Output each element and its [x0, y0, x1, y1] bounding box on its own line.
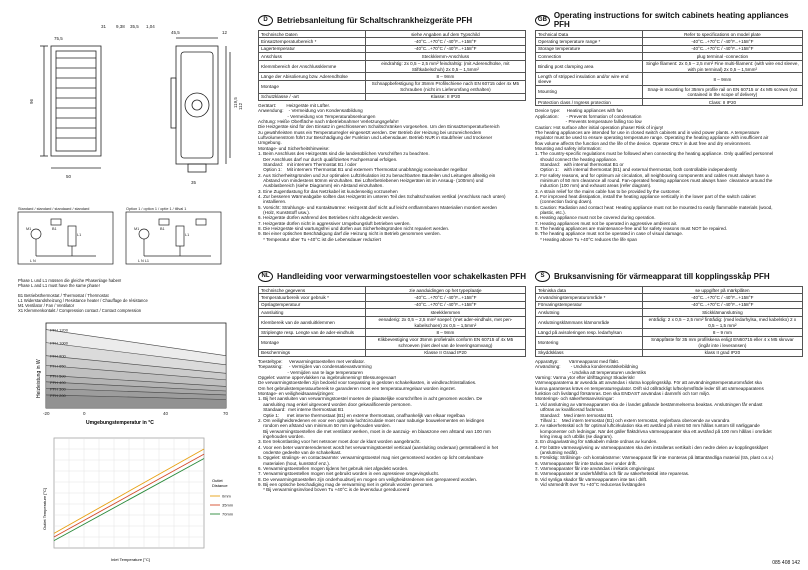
phase-note-en: Phase L and L1 must have the same phase! — [18, 283, 100, 288]
spec-row — [259, 73, 526, 80]
spec-label: Einsatztemperaturbereich * — [259, 38, 366, 45]
spec-value: -40°C...+70°C / -40°F...+158°F — [365, 38, 525, 45]
spec-value: steekklemmen — [365, 309, 525, 316]
spec-row — [259, 329, 526, 336]
svg-text:119,5: 119,5 — [233, 97, 238, 108]
section-title — [535, 11, 803, 29]
footer-code: 085 408 142 — [772, 560, 800, 566]
spec-label: Anschluss — [259, 53, 366, 60]
spec-label: Länge der Abisolierung bzw. Aderendhülse — [259, 73, 366, 80]
spec-label: Connection — [536, 53, 643, 60]
spec-row — [259, 294, 526, 301]
spec-label: Lagertemperatur — [259, 45, 366, 52]
spec-value: -40°C...+70°C / -40°F...+158°F — [642, 301, 802, 308]
spec-label: Längd på avisoleringen resp. ledarhylsan — [536, 329, 643, 336]
spec-row — [536, 38, 803, 45]
spec-label: Montage — [259, 80, 366, 93]
wiring-option-label: Option 1 / option 1 / optie 1 / tillval 1 — [126, 207, 187, 211]
spec-value: Schnappbefestigung für 35mm Profilschiene nach EN 60715 oder 4x M5 Schrauben (nicht im Lieferumfang enthalten) — [365, 80, 525, 93]
chart2-legend-title-2: Distance — [212, 483, 228, 488]
spec-row — [259, 31, 526, 38]
spec-table — [535, 286, 803, 357]
spec-label: Protection class / Ingress protection — [536, 99, 643, 106]
wiring-standard-label: Standard / standard / standaard / standard — [18, 207, 90, 211]
section-de — [258, 14, 526, 242]
spec-value: Stickklämanslutning — [642, 309, 802, 316]
spec-label: Klembereik van de aansluitklemmen — [259, 316, 366, 329]
spec-row — [536, 316, 803, 329]
section-s — [535, 270, 803, 487]
spec-row — [536, 86, 803, 99]
spec-row — [259, 38, 526, 45]
chart1-series-label: PFH 200 — [50, 392, 66, 398]
spec-label: Operating temperature range * — [536, 38, 643, 45]
chart2-legend-label: 70mm — [222, 511, 234, 517]
chart1-x-tick: 70 — [223, 411, 229, 416]
spec-label: Klemmbereich der Anschlussklemme — [259, 60, 366, 73]
svg-text:96: 96 — [29, 98, 34, 104]
spec-table — [535, 30, 803, 106]
svg-text:L N: L N — [30, 259, 36, 263]
legend-item: B1 Betriebsthermostat / Thermostat / Thermostat — [18, 293, 109, 298]
svg-text:B1: B1 — [52, 227, 57, 231]
spec-label: Montering — [536, 336, 643, 349]
spec-value: Klikbevestiging voor 35mm profielrails conform EN 60715 of 4x M5 schroeven (niet deel van de leveringsomvang) — [365, 336, 525, 349]
svg-text:35: 35 — [191, 180, 197, 185]
section-body: Gerätart: Heizgeräte mit Lüfter. Anwendung: - Vermeidung von Kondensatbildung - Vermeidung von Temperaturabsenkungen Achtung: Heiße Oberfläche nach Inbetriebnahme! Verletzungsgefahr! Die Heizgeräte sind für den Einsatz in geschlossenen Schaltschränken vorgesehen. Um den Einsatztemperaturbereich zu gewährleisten muss ein Temperaturregler eingesetzt werden. Der Betrieb der Heizung bei unzureichendem Luftvolumenstrom führt zur Beschädigung der Funktion und Lebensdauer. Betrieb NUR in staubfreier und trockener Umgebung. Montage- und Sicherheitshinweise: 1. Beim Anschluss des Heizgeräts sind die landesüblichen Vorschriften zu beachten. Der Anschluss darf nur durch qualifiziertes Fachpersonal erfolgen. Standard: mit internem Thermostat B1 / oder Option 1: Mit internem Thermostat B1 und externem Thermostat unabhängig voneinander regelbar 2. Aus Sicherheitsgründen und zur optimalen Luftzirkulation ist zu benachbarten Bauteilen und Leitungen allseitig ein Abstand von mindestens 50mm einzuhalten. Bei Lüfterbetriebenen Heizgeräten ist im Ansaug- (100mm) und Ausblasbereich (siehe Diagramm) ein Abstand einzuhalten. 3. Eine Zugentlastung für das Netzkabel ist kundenseitig vorzusehen 4. Zur besseren Wärmeabgabe sollten das Heizgerät im unteren Teil des Schaltschrankes vertikal (Anschluss nach unten) installieren. 5. Vorsicht: Strahlungs- und Kontaktwärme: Heizgerät darf nicht auf leicht entflammbaren Materialien montiert werden (Holz, Kunststoff usw.). 6. Heizgeräte dürfen während des Betriebes nicht abgedeckt werden. 7. Heizgeräte dürfen nicht in aggressiver Umgebungsluft betrieben werden. 8. Die Heizgeräte sind wartungsfrei und dürfen aus Sicherheitsgründen nicht repariert werden. 9. Bei einer optischen Beschädigung darf die Heizung nicht in Betrieb genommen werden. * Temperatur über Tu +40°C ist die Lebensdauer reduziert — [258, 103, 506, 242]
spec-value: -40°C...+70°C / -40°F...+158°F — [365, 301, 525, 308]
spec-row — [536, 329, 803, 336]
section-heading: Operating instructions for switch cabinets heating appliances PFH — [553, 11, 789, 29]
spec-row — [259, 309, 526, 316]
spec-row — [259, 301, 526, 308]
spec-value: Klasse: II IP20 — [365, 93, 525, 100]
spec-value: Class: II IP20 — [642, 99, 802, 106]
svg-text:9,38: 9,38 — [116, 24, 125, 29]
spec-row — [536, 294, 803, 301]
spec-label: Temperatuurbereik voor gebruik * — [259, 294, 366, 301]
spec-value: eindrahtig: 2x 0,5 – 2,5 mm² feindrahtig: (mit Aderendhülse, mit Stiftkabelschuh) 2x 0,5 – 1,5mm² — [365, 60, 525, 73]
spec-value: -40°C...+70°C / -40°F...+158°F — [642, 38, 802, 45]
chart1-x-tick: -20 — [43, 411, 50, 416]
spec-row — [536, 309, 803, 316]
spec-label: Förvaringstemperatur — [536, 301, 643, 308]
spec-row — [536, 349, 803, 356]
spec-value: Refer to specifications on model plate — [642, 31, 802, 38]
spec-value: 8 – 9 mm — [642, 329, 802, 336]
spec-value: 8 – 9mm — [642, 73, 802, 86]
section-nl — [258, 270, 526, 493]
section-title — [535, 270, 803, 282]
spec-value: -40°C...+70°C / -40°F...+158°F — [642, 294, 802, 301]
spec-label: Montage — [259, 336, 366, 349]
spec-row — [536, 287, 803, 294]
chart2-legend-label: 35mm — [222, 502, 234, 508]
svg-text:75,5: 75,5 — [54, 36, 63, 41]
spec-value: Snäppfäste för 35 mm profilskena enligt EN60715 eller 4 x M5 skruvar (ingår inte i leveransen) — [642, 336, 802, 349]
spec-label: Technische gegevens — [259, 287, 366, 294]
svg-text:112: 112 — [238, 102, 243, 110]
section-body: Apparattyp: Värmeapparat med fläkt. Användning: - Undvika kondensvätskebildning - Undvika att temperaturen understiks Varning: Varma ytor efter idrifttagning! Skaderisk! Värmeapparaterna är avsedda att användas i slutna kopplingsskåp. För att användningstemperaturområdet ska kunna garanteras krävs en temperaturregulator. Drift vid otillräckligt luftvolymsflöde leder till att värmeapparatens funktion och livslängd försämras. Den ska ENDAST användas i dammfri och torr miljö. Monterings- och säkerhetsanvisningar: 1. Vid anslutning av värmeapparaten ska de i landet gällande bestämmelserna beaktas. Anslutningen får endast utföras av kvalificerad fackman. Standard: Med intern termostat B1 Tillval 1: Med intern termostat (B1) och extern termostat, reglerbara oberoende av varandra 2. Av säkerhetsskäl och för optimal luftcirkulation ska ett avstånd på minst 50 mm hållas runtom till närliggande komponenter och ledningar. När det gäller fläktdrivna värmeapparater ska ett avstånd på 100 mm hållas i området kring insug och utblås (se diagram). 3. En dragavlastning för nätkabeln måste ordnas av kunden. 4. För bättre värmeavgivning av värmeapparaten ska den installeras vertikalt i den nedre delen av kopplingsskåpet (anslutning nedåt). 5. Försiktig: Strålnings- och kontaktvärme: Värmeapparat får inte monteras på lättantändliga material (trä, plast o.s.v.) 6. Värmeapparater får inte täckas över under drift. 7. Värmeapparater får inte användas i irekatis omgivningar. 8. Värmeapparater är underhållsfria och får av säkerhetsskäl inte repareras. 9. Vid synliga skador får värmeapparaten inte tas i drift. Vid värmedrift över Tu +40°C reduceras livslängden — [535, 359, 774, 487]
device-drawing — [16, 18, 246, 203]
legend-item: M1 Ventilator / Fan / Ventilator — [18, 303, 75, 308]
spec-row — [259, 336, 526, 349]
section-title — [258, 270, 526, 282]
spec-label: Skyddsklass — [536, 349, 643, 356]
lang-badge: S — [535, 271, 550, 282]
spec-label: Opslagtemperatuur — [259, 301, 366, 308]
spec-label: Användningstemperaturområde * — [536, 294, 643, 301]
section-title — [258, 14, 526, 26]
legend-item: L1 Widerstandsheizung / Resistance heater / Chauffage de résistance — [18, 298, 148, 303]
spec-value: Snap-in mounting for 35mm profile rail on EN 60715 or 4x M5 screws (not contained in the scope of delivery) — [642, 86, 802, 99]
spec-row — [259, 53, 526, 60]
spec-row — [536, 45, 803, 52]
outlet-temp-chart — [16, 430, 246, 565]
spec-row — [536, 301, 803, 308]
spec-label: Storage temperature — [536, 45, 643, 52]
spec-value: Klasse II Graad IP20 — [365, 349, 525, 356]
svg-text:B1: B1 — [160, 227, 165, 231]
spec-value: plug terminal -connection — [642, 53, 802, 60]
spec-row — [259, 80, 526, 93]
spec-value: klass II grad IP20 — [642, 349, 802, 356]
spec-value: Steckklemm-Anschluss — [365, 53, 525, 60]
svg-text:12: 12 — [222, 30, 228, 35]
spec-value: se uppgifter på märkplåten — [642, 287, 802, 294]
chart1-series-label: PFH 300 — [50, 386, 66, 392]
section-heading: Betriebsanleitung für Schaltschrankheizgeräte PFH — [277, 15, 473, 25]
spec-label: Schutzklasse / -art — [259, 93, 366, 100]
spec-row — [536, 73, 803, 86]
spec-row — [259, 93, 526, 100]
spec-value: -40°C...+70°C / -40°F...+158°F — [365, 45, 525, 52]
svg-text:35,5: 35,5 — [130, 24, 139, 29]
chart1-xlabel: Umgebungstemperatur in °C — [86, 420, 154, 426]
spec-value: siehe Angaben auf dem Typschild — [365, 31, 525, 38]
section-body: Toesteltype: Verwarmingstoestellen met ventilator. Toepassing: - Vermijden van condensatievastvorming - Vermijden van te lage temperaturen Opgelet: warme oppervlakken na ingebruikneming! Blessuregevaar! De verwarmingstoestellen zijn bedoeld voor toepassing in gesloten schakelkasten, in windkrachtinstallaties. Om het gebruikstemperatuurbereik te garanderen moet een temperatuurregelaar worden ingezet. Montage- en veiligheidsaanwijzingen: 1. Bij het aansluiten van verwarmingstoestel moeten de plaatselijke voorschriften in acht genomen worden. De aansluiting mag enkel uitgevoerd worden door gekwalificeerde personen. Standaard: met interne thermostaat B1 Optie 1: met interne thermostaat (B1) en externe thermostaat, onafhankelijk van elkaar regelbaa 2. Om veiligheidsredenen en voor een optimale luchtcirculatie moet naar naburige bouwelementen en leidingen rondom een afstand van minimum 50 mm ingehouden worden. Bij verwarmingstoestellen die met ventilator werken, moet in de aanzuig- en blaaszone een afstand van 100 mm ingehouden worden. 3. Een trekontlasting voor het netsnoer moet door de klant worden aangebracht. 4. Voor een beter warmterendement wordt het verwarmingstoestel verticaal (aansluiting onderaan) geïnstalleerd in het onderste gedeelte van de schakelkast. 5. Opgelet: stralings- en contactwarmte: verwarmingstoestel mag niet gemonteerd worden op licht ontvlambare materialen (hout, kunststof enz.). 6. Verwarmingstoestellen mogen tijdens het gebruik niet afgedekt worden. 7. Verwarmingstoestellen mogen niet gebruikt worden in een agressieve omgevingslucht. 8. De verwarmingstoestellen zijn onderhoudsvrij en mogen om veiligheidsredenen niet gerepareerd worden. 9. Bij een optische beschadiging mag de verwarming niet in gebruik worden genomen. * Bij verwarmingsinvloed boven Tu +40°C is de levensduur gereduceerd — [258, 359, 499, 493]
spec-row — [536, 336, 803, 349]
phase-note — [18, 278, 248, 288]
chart1-series-label: PFH 1000 — [50, 340, 69, 346]
spec-value: -40°C...+70°C / -40°F...+158°F — [365, 294, 525, 301]
chart2-legend-title: Outlet — [212, 478, 223, 483]
spec-label: Anslutning — [536, 309, 643, 316]
phase-note-de: Phase L und L1 müssen die gleiche Phasenlage haben! — [18, 278, 122, 283]
section-body: Device type: Heating appliances with fan Application: - Prevents formation of condensation - Prevents temperature falling too low Caution: Hot surface after initial operation phase! Risk of injury! The heating appliances are intended for use in closed switch cabinets and in wind power plants. A temperature regulator must be used to ensure operating temperature range. Operating the heating appliance with insufficient air flow volume affects the function and the life of the device. Operate ONLY in dust free and dry environment. Mounting and safety information: 1. The country-specific regulations must be followed when connecting the heating appliance. Only qualified personnel should connect the heating appliance. Standard: with internal thermostat B1 or Option 1: with internal thermostat (B1) and external thermostat, both controllable independently 2. For safety reasons, and for optimum air circulation, all neighbouring components and cables must always have a minimum of 50 mm clearance all round. Fan-operated heating appliances must always have clearance around the induction (100 mm) and exhaust areas (refer diagram). 3. A strain relief for the mains cable has to be provided by the customer. 4. For improved heat dissipation, install the heating appliance vertically in the lower part of the switch cabinet (connection facing down). 5. Caution: Radiation and contact heat: Heating appliance must not be mounted to easily flammable materials (wood, plastic, etc.). 6. Heating appliance must not be covered during operation. 7. Heating appliances must not be operated in aggressive ambient air. 8. The heating appliances are maintenance-free and for safety reasons must NOT be repaired. 9. The heating appliance must not be operated in case of visual damage. * Heating above Tu +40°C reduces the life span — [535, 108, 774, 242]
chart1-series-label: PFH 400 — [50, 379, 66, 385]
svg-text:L1: L1 — [185, 233, 190, 237]
section-heading: Bruksanvisning för värmeapparat till kopplingsskåp PFH — [554, 271, 770, 281]
spec-row — [536, 53, 803, 60]
svg-text:L1: L1 — [77, 233, 82, 237]
component-legend — [18, 293, 248, 313]
spec-label: Length of stripped insulation and/or wire end sleeve — [536, 73, 643, 86]
section-gb — [535, 11, 803, 242]
wiring-diagrams — [16, 206, 246, 276]
lang-badge: NL — [258, 271, 273, 282]
spec-table — [258, 286, 526, 357]
heating-power-chart — [16, 318, 246, 428]
section-heading: Handleiding voor verwarmingstoestellen voor schakelkasten PFH — [277, 271, 526, 281]
spec-row — [259, 349, 526, 356]
spec-label: Beschermings — [259, 349, 366, 356]
spec-row — [259, 60, 526, 73]
spec-row — [536, 31, 803, 38]
chart1-series-label: PFH 800 — [50, 353, 66, 359]
spec-label: Tekniska data — [536, 287, 643, 294]
spec-label: Technische Daten — [259, 31, 366, 38]
chart1-x-tick: 0 — [83, 411, 86, 416]
chart1-series-label: PFH 650 — [50, 363, 66, 369]
chart2-legend-label: 0mm — [222, 493, 231, 499]
chart1-series-label: PFH 1200 — [50, 327, 69, 333]
spec-label: Aansluiting — [259, 309, 366, 316]
svg-text:50: 50 — [66, 174, 72, 179]
spec-row — [536, 99, 803, 106]
chart1-x-tick: 40 — [163, 411, 169, 416]
chart2-ylabel: Outlet Temperature [°C] — [42, 488, 47, 530]
spec-row — [536, 60, 803, 73]
chart1-series-label: PFH 500 — [50, 373, 66, 379]
legend-item: X1 Klemmenkontakt / Compression contact / Contact compression — [18, 308, 142, 313]
spec-label: Binding post clamping area — [536, 60, 643, 73]
chart2-xlabel: Inlet Temperature [°C] — [111, 557, 150, 562]
spec-value: -40°C...+70°C / -40°F...+158°F — [642, 45, 802, 52]
spec-value: Single filament: 2x 0,5 – 2,5 mm² Fine multi-filament: (with wire end sleeve, with pin terminal) 2x 0,5 – 1,5mm² — [642, 60, 802, 73]
svg-text:1,04: 1,04 — [146, 24, 155, 29]
svg-text:45,5: 45,5 — [171, 30, 180, 35]
spec-label: Mounting — [536, 86, 643, 99]
spec-row — [259, 45, 526, 52]
lang-badge: GB — [535, 15, 550, 26]
spec-value: zie aanduidingen op het typeplaatje — [365, 287, 525, 294]
spec-table — [258, 30, 526, 101]
lang-badge: D — [258, 15, 273, 26]
spec-label: Striplengte resp. Lengte van de ader-eindhuls — [259, 329, 366, 336]
spec-label: Anslutningsklämmans klämområde — [536, 316, 643, 329]
spec-value: 8 – 9mm — [365, 73, 525, 80]
svg-text:31: 31 — [101, 24, 107, 29]
svg-text:L N L1: L N L1 — [138, 259, 150, 263]
spec-row — [259, 287, 526, 294]
spec-value: 8 – 9mm — [365, 329, 525, 336]
spec-value: eenaderig: 2x 0,5 – 2,5 mm² soepel: (met ader-eindhuls, met pen-kabelschoen) 2x 0,5 – 1,5mm² — [365, 316, 525, 329]
chart1-ylabel: Heizleistung in W — [36, 359, 42, 398]
spec-value: entrådig: 2 x 0,5 – 2,5 mm² fintrådig: (med ledarhylsa, med kabelsko) 2 x 0,5 – 1,5 mm² — [642, 316, 802, 329]
spec-row — [259, 316, 526, 329]
svg-text:M1: M1 — [134, 227, 140, 231]
svg-text:M1: M1 — [26, 227, 32, 231]
spec-label: Technical Data — [536, 31, 643, 38]
